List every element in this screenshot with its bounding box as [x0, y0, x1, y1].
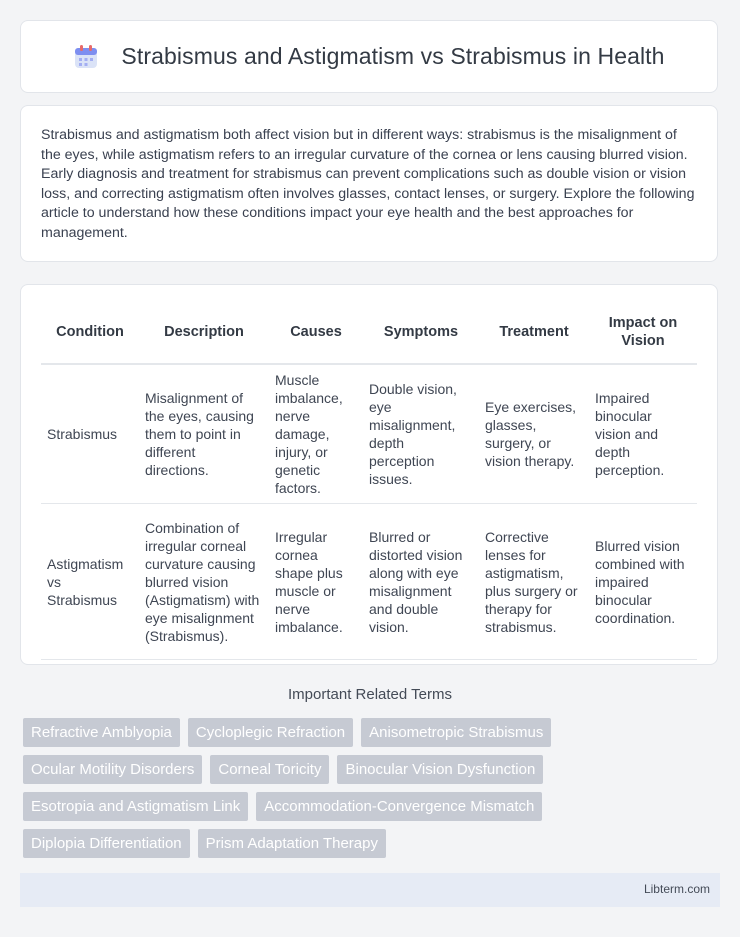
table-cell: Misalignment of the eyes, causing them to point in different directions. — [139, 364, 269, 504]
footer-brand-link[interactable]: Libterm.com — [643, 882, 710, 896]
comparison-table — [41, 301, 697, 660]
footer — [20, 873, 720, 907]
term-tag[interactable]: Anisometropic Strabismus — [361, 718, 551, 747]
comparison-table-card — [20, 284, 718, 665]
table-row — [41, 364, 697, 504]
calendar-icon — [73, 44, 99, 70]
table-cell: Impaired binocular vision and depth perception. — [589, 364, 697, 504]
column-header: Impact on Vision — [589, 301, 697, 364]
table-cell: Double vision, eye misalignment, depth perception issues. — [363, 364, 479, 504]
table-cell: Astigmatism vs Strabismus — [41, 504, 139, 660]
intro-text: Strabismus and astigmatism both affect vision but in different ways: strabismus is the misalignment of the eyes, while astigmatism refers to an irregular curvature of the cornea or lens causing blurred vision. Early diagnosis and treatment for strabismus can prevent complications such as double vision or vision loss, and correcting astigmatism often involves glasses, contact lenses, or surgery. Explore the following article to understand how these conditions impact your eye health and the best approaches for management. — [41, 127, 695, 241]
table-cell: Combination of irregular corneal curvature causing blurred vision (Astigmatism) with eye misalignment (Strabismus). — [139, 504, 269, 660]
intro-card — [20, 105, 718, 262]
term-tag[interactable]: Prism Adaptation Therapy — [198, 829, 386, 858]
term-tag[interactable]: Cycloplegic Refraction — [188, 718, 353, 747]
column-header: Symptoms — [363, 301, 479, 364]
table-cell: Eye exercises, glasses, surgery, or vision therapy. — [479, 364, 589, 504]
column-header: Causes — [269, 301, 363, 364]
related-terms-list — [23, 718, 623, 866]
table-cell: Blurred vision combined with impaired binocular coordination. — [589, 504, 697, 660]
term-tag[interactable]: Corneal Toricity — [210, 755, 329, 784]
table-cell: Muscle imbalance, nerve damage, injury, or genetic factors. — [269, 364, 363, 504]
column-header: Condition — [41, 301, 139, 364]
term-tag[interactable]: Esotropia and Astigmatism Link — [23, 792, 248, 821]
table-cell: Corrective lenses for astigmatism, plus surgery or therapy for strabismus. — [479, 504, 589, 660]
table-header-row — [41, 301, 697, 364]
table-cell: Irregular cornea shape plus muscle or nerve imbalance. — [269, 504, 363, 660]
header-card — [20, 20, 718, 93]
related-terms-title: Important Related Terms — [288, 686, 452, 703]
term-tag[interactable]: Ocular Motility Disorders — [23, 755, 202, 784]
page-title: Strabismus and Astigmatism vs Strabismus in Health — [121, 43, 665, 69]
term-tag[interactable]: Accommodation-Convergence Mismatch — [256, 792, 542, 821]
table-cell: Blurred or distorted vision along with eye misalignment and double vision. — [363, 504, 479, 660]
term-tag[interactable]: Binocular Vision Dysfunction — [337, 755, 543, 784]
term-row — [23, 755, 623, 784]
term-tag[interactable]: Refractive Amblyopia — [23, 718, 180, 747]
table-cell: Strabismus — [41, 364, 139, 504]
column-header: Treatment — [479, 301, 589, 364]
term-row — [23, 792, 623, 821]
term-row — [23, 718, 623, 747]
table-row — [41, 504, 697, 660]
term-row — [23, 829, 623, 858]
term-tag[interactable]: Diplopia Differentiation — [23, 829, 190, 858]
column-header: Description — [139, 301, 269, 364]
